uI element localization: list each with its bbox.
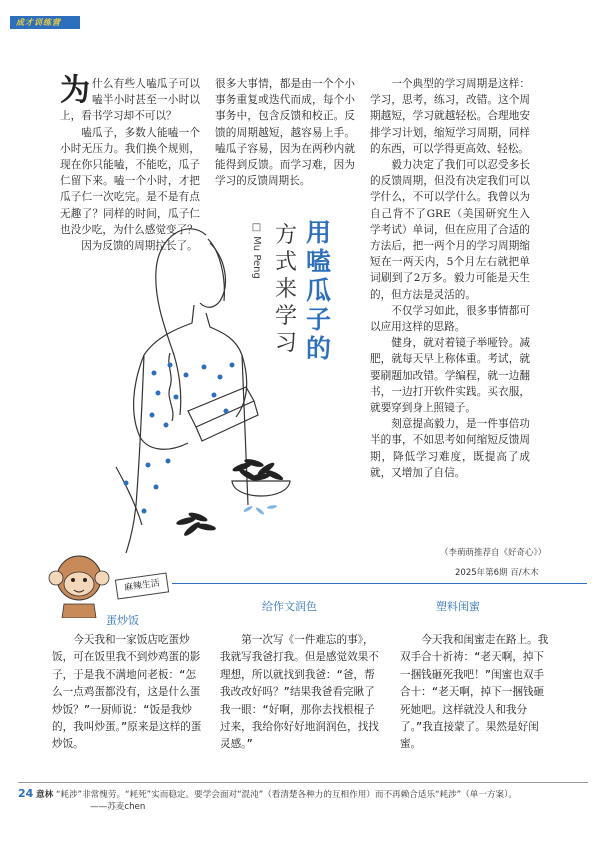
article-source: （李萌萌推荐自《好奇心》）	[440, 548, 547, 558]
section-title-2: 给作文润色	[262, 600, 317, 613]
article-col-1: 为什么有些人嗑瓜子可以嗑半小时甚至一小时以上，看书学习却不可以？ 嗑瓜子，多数人能嗑一个小时无压力。我们换个规则，现在你只能嗑，不能吃，瓜子仁留下来。嗑一个小时，才把瓜子仁一次吃完。是不是有点无趣了？同样的时间，瓜子仁也没少吃，为什么感觉变了？ 因为反馈的周期拉长了。	[60, 73, 200, 253]
sunflower-seeds-bowl	[170, 445, 295, 545]
story-2: 第一次写《一件难忘的事》，我就写我爸打我。但是感觉效果不理想，所以就找到我爸：“爸，帮我改改好吗？”结果我爸看完瞅了我一眼：“好啊，那你去找根棍子过来，我给你好好地润润色，找找灵感。”	[220, 634, 379, 751]
section-divider	[172, 583, 587, 584]
story-1: 今天我和一家饭店吃蛋炒饭，可在饭里我不到炒鸡蛋的影子，于是我不满地问老板：“怎么一点鸡蛋都没有，这是什么蛋炒饭？”一厨师说：“饭是我炒的，我叫炒蛋。”原来是这样的蛋炒饭。	[52, 634, 202, 751]
article-title-line2: 方式来学习	[275, 223, 298, 356]
footer-author: ——苏麦chen	[90, 802, 146, 812]
footer-quote: “耗涉”非常愧劳。“耗死”实而稳定。要学会面对“混沌”（看清楚各种力的互相作用）而不再赖合适乐“耗涉”（单一方案）。	[55, 790, 517, 800]
column-tag: 成才训练营	[10, 16, 80, 29]
magazine-name: 意林	[36, 790, 54, 800]
footer	[18, 787, 588, 800]
comic-sign: 麻辣生活	[115, 572, 169, 599]
section-title-1: 蛋炒饭	[106, 614, 139, 627]
story-3: 今天我和闺蜜走在路上。我双手合十祈祷：“老天啊，掉下一捆钱砸死我吧！”闺蜜也双手合十：“老天啊，掉下一捆钱砸死她吧。这样就没人和我分了。”我直接蒙了。果然是好闺蜜。	[400, 634, 549, 751]
section-title-3: 塑料闺蜜	[436, 600, 480, 613]
article-col-2: 很多大事情，都是由一个个小事务重复或迭代而成，每个小事务中，包含反馈和校正。反馈的周期越短，越容易上手。嗑瓜子容易，因为在两秒内就能得到反馈。而学习难，因为学习的反馈周期长。	[215, 78, 355, 188]
drop-cap: 为	[60, 73, 90, 108]
article-title: 用嗑瓜子的	[306, 218, 332, 363]
article-col-3: 一个典型的学习周期是这样：学习，思考，练习，改错。这个周期越短，学习就越轻松。合理地安排学习计划，缩短学习周期，同样的东西，可以学得更高效、轻松。 毅力决定了我们可以忍受多长的反馈周期，但没有决定我们可以学什么，不可以学什么。我曾以为自己背不了GRE（美国研究生入学考试）单词，但在应用了合适的方法后，把一两个月的学习周期缩短在一两天内，5个月左右就把单词刷到了2万多。毅力可能是天生的，但方法是灵活的。 不仅学习如此，很多事情都可以应用这样的思路。 健身，就对着镜子举哑铃。减肥，就每天早上称体重。考试，就要刷题加改错。学编程，就一边翻书，一边打开软件实践。买衣服，就要穿到身上照镜子。 刻意提高毅力，是一件事倍功半的事，不如思考如何缩短反馈周期，降低学习难度，既提高了成就，又增加了自信。	[370, 78, 530, 479]
monkey-mascot	[44, 548, 114, 618]
article-author: □ Mu Peng	[251, 222, 262, 279]
page-number: 24	[18, 787, 34, 800]
issue-label: 2025年第6期 百/木木	[455, 568, 539, 578]
footer-rule	[18, 782, 588, 783]
